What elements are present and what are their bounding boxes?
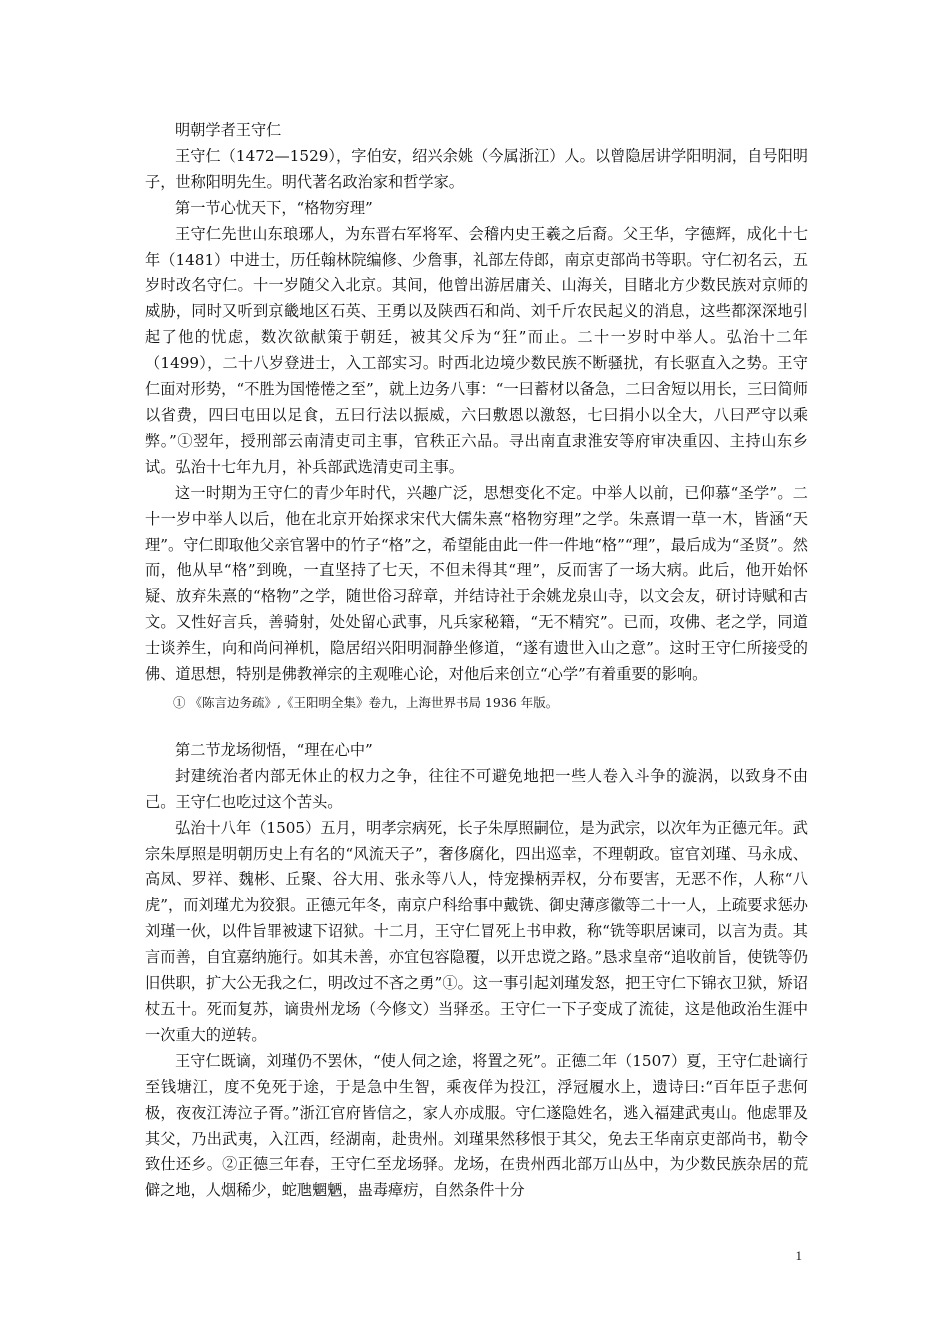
- section-2-paragraph-2: 弘治十八年（1505）五月，明孝宗病死，长子朱厚照嗣位，是为武宗，以次年为正德元年。武宗朱厚照是明朝历史上有名的“风流天子”，奢侈腐化，四出巡幸，不理朝政。宦官刘瑾、马永成、高凤、罗祥、魏彬、丘聚、谷大用、张永等八人，恃宠操柄弄权，分布要害，无恶不作，人称“八虎”，而刘瑾尤为狡狠。正德元年冬，南京户科给事中戴铣、御史薄彦徽等二十一人，上疏要求惩办刘瑾一伙，以件旨罪被逮下诏狱。十二月，王守仁冒死上书申救，称“铣等职居谏司，以言为责。其言而善，自宜嘉纳施行。如其未善，亦宜包容隐覆，以开忠谠之路。”恳求皇帝“追收前旨，使铣等仍旧供职，扩大公无我之仁，明改过不吝之勇”①。这一事引起刘瑾发怒，把王守仁下锦衣卫狱，矫诏杖五十。死而复苏，谪贵州龙场（今修文）当驿丞。王守仁一下子变成了流徒，这是他政治生涯中一次重大的逆转。: [145, 818, 808, 1044]
- section-spacer: [145, 714, 808, 738]
- document-body: [145, 118, 808, 1204]
- section-2-heading: 第二节龙场彻悟，“理在心中”: [175, 740, 373, 759]
- page-number: 1: [795, 1248, 802, 1263]
- section-2-paragraph-1: 封建统治者内部无休止的权力之争，往往不可避免地把一些人卷入斗争的漩涡，以致身不由己。王守仁也吃过这个苦头。: [145, 766, 808, 811]
- document-title: 明朝学者王守仁: [175, 121, 282, 139]
- section-2-paragraph-3: 王守仁既谪，刘瑾仍不罢休，“使人伺之途，将置之死”。正德二年（1507）夏，王守仁赴谪行至钱塘江，度不免死于途，于是急中生智，乘夜佯为投江，浮冠履水上，遗诗曰:“百年臣子悲何极，夜夜江涛泣子胥。”浙江官府皆信之，家人亦成服。守仁遂隐姓名，逃入福建武夷山。他虑罪及其父，乃出武夷，入江西，经湖南，赴贵州。刘瑾果然移恨于其父，免去王华南京吏部尚书，勒令致仕还乡。②正德三年春，王守仁至龙场驿。龙场，在贵州西北部万山丛中，为少数民族杂居的荒僻之地，人烟稀少，蛇虺魍魉，蛊毒瘴疠，自然条件十分: [145, 1051, 808, 1200]
- section-1-paragraph-2: 这一时期为王守仁的青少年时代，兴趣广泛，思想变化不定。中举人以前，已仰慕“圣学”。二十一岁中举人以后，他在北京开始探求宋代大儒朱熹“格物穷理”之学。朱熹谓一草一木，皆涵“天理”。守仁即取他父亲官署中的竹子“格”之，希望能由此一件一件地“格”“理”，最后成为“圣贤”。然而，他从早“格”到晚，一直坚持了七天，不但未得其“理”，反而害了一场大病。此后，他开始怀疑、放弃朱熹的“格物”之学，随世俗习辞章，并结诗社于余姚龙泉山寺，以文会友，研讨诗赋和古文。又性好言兵，善骑射，处处留心武事，凡兵家秘籍，“无不精究”。已而，攻佛、老之学，同道士谈养生，向和尚问禅机，隐居绍兴阳明洞静坐修道，“遂有遗世入山之意”。这时王守仁所接受的佛、道思想，特别是佛教禅宗的主观唯心论，对他后来创立“心学”有着重要的影响。: [145, 483, 808, 684]
- intro-paragraph: 王守仁（1472—1529），字伯安，绍兴余姚（今属浙江）人。以曾隐居讲学阳明洞，自号阳明子，世称阳明先生。明代著名政治家和哲学家。: [145, 146, 808, 191]
- footnote: ① 《陈言边务疏》,《王阳明全集》卷九，上海世界书局 1936 年版。: [173, 694, 559, 710]
- section-1-paragraph-1: 王守仁先世山东琅琊人，为东晋右军将军、会稽内史王羲之后裔。父王华，字德辉，成化十七年（1481）中进士，历任翰林院编修、少詹事，礼部左侍郎，南京吏部尚书等职。守仁初名云，五岁时改名守仁。十一岁随父入北京。其间，他曾出游居庸关、山海关，目睹北方少数民族对京师的威胁，同时又听到京畿地区石英、王勇以及陕西石和尚、刘千斤农民起义的消息，这些都深深地引起了他的忧虑，数次欲献策于朝廷，被其父斥为“狂”而止。二十一岁时中举人。弘治十二年（1499），二十八岁登进士，入工部实习。时西北边境少数民族不断骚扰，有长驱直入之势。王守仁面对形势，“不胜为国惓惓之至”，就上边务八事：“一曰蓄材以备急，二曰舍短以用长，三曰简师以省费，四曰屯田以足食，五曰行法以振威，六曰敷恩以激怒，七曰捐小以全大，八曰严守以乘弊。”①翌年，授刑部云南清吏司主事，官秩正六品。寻出南直隶淮安等府审决重囚、主持山东乡试。弘治十七年九月，补兵部武选清吏司主事。: [145, 224, 808, 476]
- section-1-heading: 第一节心忧天下，“格物穷理”: [175, 198, 373, 217]
